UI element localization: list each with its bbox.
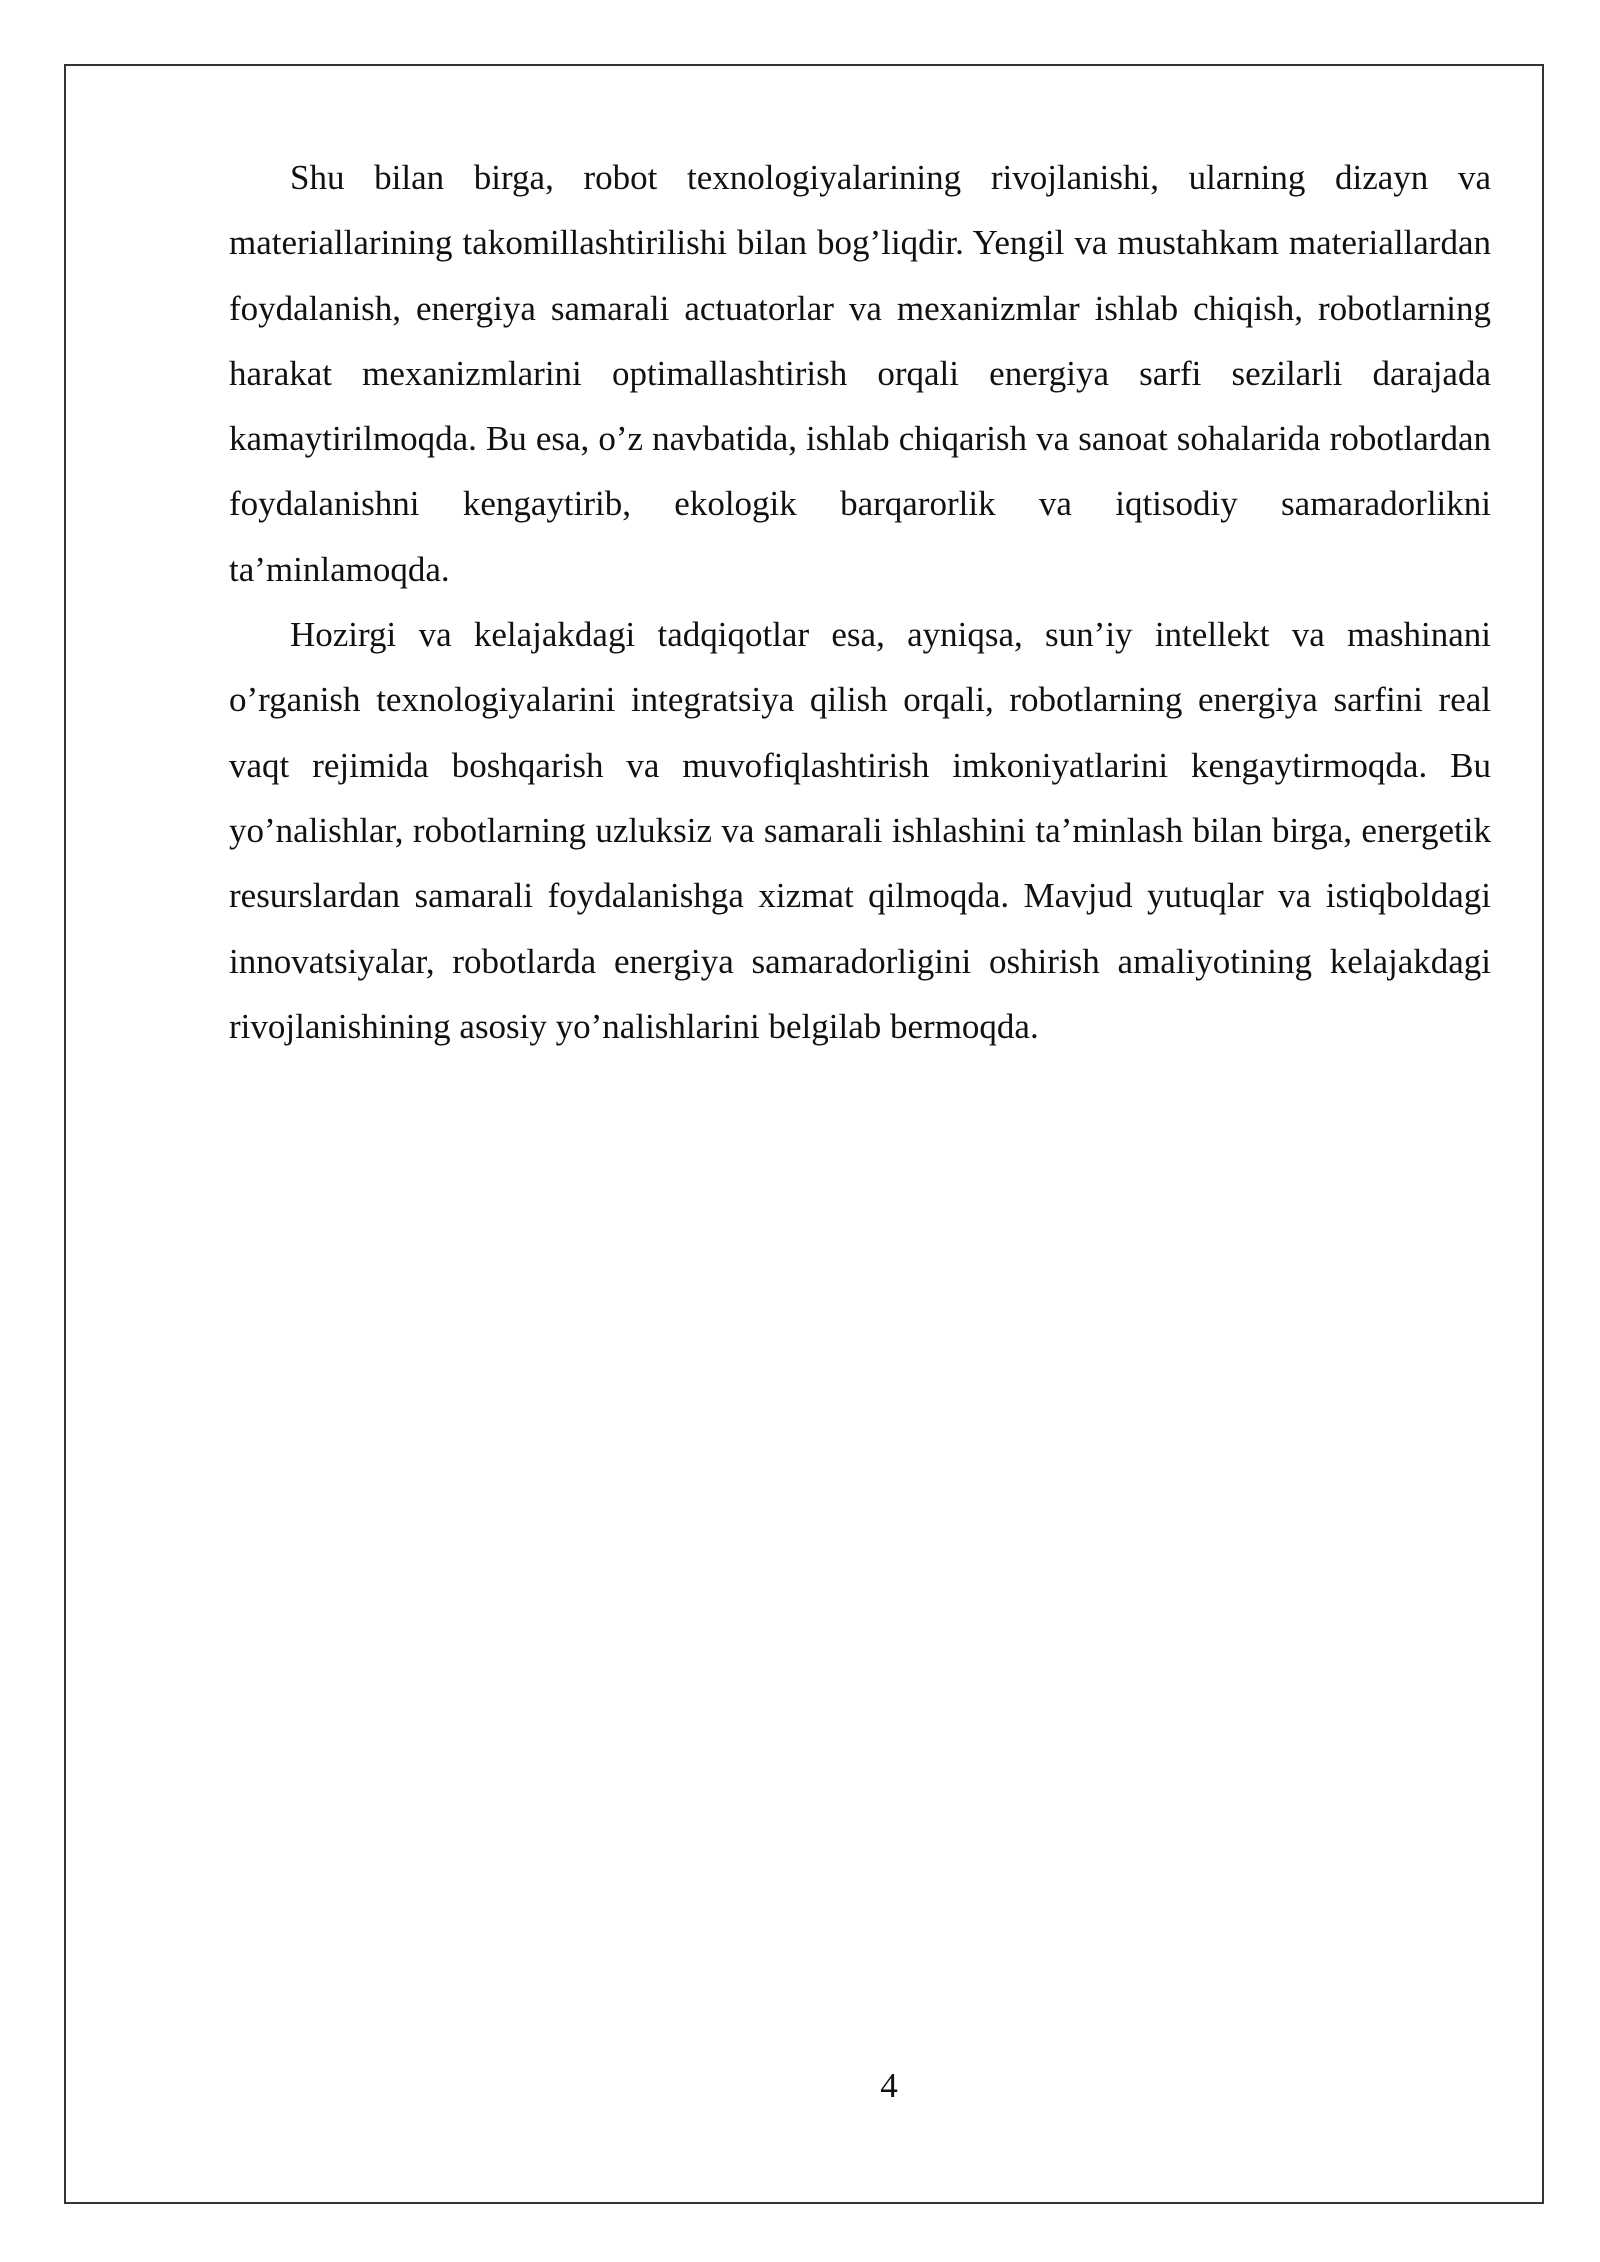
page-number: 4 (880, 2066, 898, 2105)
paragraph-1: Shu bilan birga, robot texnologiyalarining rivojlanishi, ularning dizayn va materiallarining takomillashtirilishi bilan bog’liqdir. Yengil va mustahkam materiallardan foydalanish, energiya samarali actuatorlar va mexanizmlar ishlab chiqish, robotlarning harakat mexanizmlarini optimallashtirish orqali energiya sarfi sezilarli darajada kamaytirilmoqda. Bu esa, o’z navbatida, ishlab chiqarish va sanoat sohalarida robotlardan foydalanishni kengaytirib, ekologik barqarorlik va iqtisodiy samaradorlikni ta’minlamoqda. (229, 158, 1491, 589)
document-body (229, 145, 1491, 1059)
paragraph-2: Hozirgi va kelajakdagi tadqiqotlar esa, ayniqsa, sun’iy intellekt va mashinani o’rganish texnologiyalarini integratsiya qilish orqali, robotlarning energiya sarfini real vaqt rejimida boshqarish va muvofiqlashtirish imkoniyatlarini kengaytirmoqda. Bu yo’nalishlar, robotlarning uzluksiz va samarali ishlashini ta’minlash bilan birga, energetik resurslardan samarali foydalanishga xizmat qilmoqda. Mavjud yutuqlar va istiqboldagi innovatsiyalar, robotlarda energiya samaradorligini oshirish amaliyotining kelajakdagi rivojlanishining asosiy yo’nalishlarini belgilab bermoqda. (229, 615, 1491, 1046)
